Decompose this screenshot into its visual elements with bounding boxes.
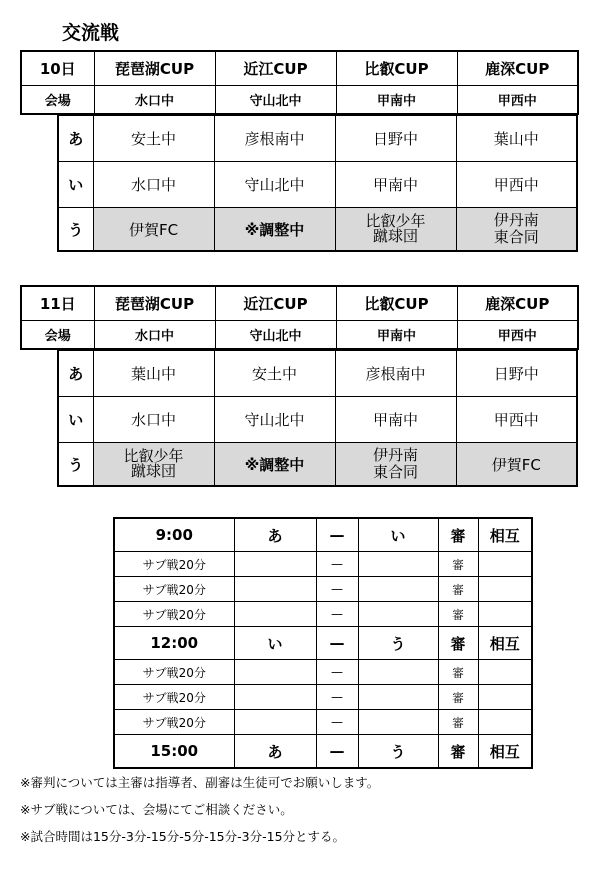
empty-cell — [358, 552, 438, 577]
day10-rows — [20, 115, 578, 252]
schedule-sub-row — [114, 552, 532, 577]
team-cell: 守山北中 — [214, 397, 335, 443]
sub-match-cell: サブ戦20分 — [114, 552, 234, 577]
venue-label: 会場 — [21, 321, 94, 350]
dash-cell: — — [316, 710, 358, 735]
empty-cell — [358, 602, 438, 627]
referee-cell: 審 — [438, 602, 478, 627]
group-letter: い — [58, 397, 93, 443]
date-cell: 10日 — [21, 51, 94, 86]
home-cell: あ — [234, 735, 316, 769]
empty-cell — [234, 602, 316, 627]
team-cell: 甲西中 — [456, 397, 577, 443]
dash-cell: — — [316, 552, 358, 577]
team-cell: 伊丹南 東合同 — [335, 443, 456, 487]
venue-label: 会場 — [21, 86, 94, 115]
group-letter: あ — [58, 351, 93, 397]
referee-cell: 審 — [438, 627, 478, 660]
mutual-cell: 相互 — [478, 735, 532, 769]
page-title: 交流戦 — [62, 22, 120, 44]
team-cell: 比叡少年 蹴球団 — [93, 443, 214, 487]
group-letter: あ — [58, 116, 93, 162]
notes — [20, 774, 379, 855]
time-cell: 15:00 — [114, 735, 234, 769]
empty-cell — [478, 685, 532, 710]
schedule-main-row — [114, 518, 532, 552]
schedule-table — [113, 517, 533, 769]
venue-cell: 甲南中 — [336, 321, 457, 350]
empty-cell — [358, 577, 438, 602]
team-cell: 伊賀FC — [456, 443, 577, 487]
team-cell: 彦根南中 — [214, 116, 335, 162]
schedule-sub-row — [114, 710, 532, 735]
team-cell: ※調整中 — [214, 208, 335, 252]
empty-cell — [358, 710, 438, 735]
time-cell: 9:00 — [114, 518, 234, 552]
dash-cell: — — [316, 627, 358, 660]
referee-cell: 審 — [438, 710, 478, 735]
venue-cell: 甲西中 — [457, 86, 578, 115]
note-line: ※審判については主審は指導者、副審は生徒可でお願いします。 — [20, 775, 380, 790]
schedule-main-row — [114, 735, 532, 769]
cup-header: 鹿深CUP — [457, 51, 578, 86]
referee-cell: 審 — [438, 552, 478, 577]
group-letter: う — [58, 208, 93, 252]
venue-cell: 甲西中 — [457, 321, 578, 350]
team-cell: 比叡少年 蹴球団 — [335, 208, 456, 252]
dash-cell: — — [316, 602, 358, 627]
cup-header: 近江CUP — [215, 286, 336, 321]
empty-cell — [234, 660, 316, 685]
team-cell: 甲西中 — [456, 162, 577, 208]
team-cell: 葉山中 — [93, 351, 214, 397]
team-cell: 伊丹南 東合同 — [456, 208, 577, 252]
empty-cell — [234, 710, 316, 735]
team-cell: 水口中 — [93, 162, 214, 208]
home-cell: あ — [234, 518, 316, 552]
cup-header: 琵琶湖CUP — [94, 286, 215, 321]
home-cell: い — [234, 627, 316, 660]
sub-match-cell: サブ戦20分 — [114, 602, 234, 627]
team-cell: 甲南中 — [335, 162, 456, 208]
empty-cell — [234, 552, 316, 577]
away-cell: う — [358, 627, 438, 660]
cup-header: 比叡CUP — [336, 51, 457, 86]
empty-cell — [478, 602, 532, 627]
venue-cell: 守山北中 — [215, 86, 336, 115]
team-cell: 安土中 — [93, 116, 214, 162]
team-cell: 葉山中 — [456, 116, 577, 162]
schedule-sub-row — [114, 685, 532, 710]
referee-cell: 審 — [438, 735, 478, 769]
day11-table — [20, 285, 579, 350]
cup-header: 鹿深CUP — [457, 286, 578, 321]
day11-rows — [20, 350, 578, 487]
away-cell: う — [358, 735, 438, 769]
empty-cell — [478, 552, 532, 577]
note-line: ※試合時間は15分-3分-15分-5分-15分-3分-15分とする。 — [20, 829, 346, 844]
empty-cell — [478, 660, 532, 685]
schedule-sub-row — [114, 577, 532, 602]
empty-cell — [234, 685, 316, 710]
mutual-cell: 相互 — [478, 518, 532, 552]
referee-cell: 審 — [438, 660, 478, 685]
team-cell: 彦根南中 — [335, 351, 456, 397]
referee-cell: 審 — [438, 577, 478, 602]
sub-match-cell: サブ戦20分 — [114, 577, 234, 602]
dash-cell: — — [316, 685, 358, 710]
referee-cell: 審 — [438, 518, 478, 552]
dash-cell: — — [316, 518, 358, 552]
cup-header: 近江CUP — [215, 51, 336, 86]
day10-table — [20, 50, 579, 115]
team-cell: 水口中 — [93, 397, 214, 443]
venue-cell: 水口中 — [94, 86, 215, 115]
empty-cell — [358, 685, 438, 710]
team-cell: 甲南中 — [335, 397, 456, 443]
venue-cell: 甲南中 — [336, 86, 457, 115]
team-cell: ※調整中 — [214, 443, 335, 487]
time-cell: 12:00 — [114, 627, 234, 660]
sub-match-cell: サブ戦20分 — [114, 660, 234, 685]
sub-match-cell: サブ戦20分 — [114, 710, 234, 735]
dash-cell: — — [316, 577, 358, 602]
empty-cell — [234, 577, 316, 602]
cup-header: 比叡CUP — [336, 286, 457, 321]
note-line: ※サブ戦については、会場にてご相談ください。 — [20, 802, 293, 817]
team-cell: 伊賀FC — [93, 208, 214, 252]
mutual-cell: 相互 — [478, 627, 532, 660]
date-cell: 11日 — [21, 286, 94, 321]
schedule-main-row — [114, 627, 532, 660]
empty-cell — [478, 577, 532, 602]
away-cell: い — [358, 518, 438, 552]
referee-cell: 審 — [438, 685, 478, 710]
empty-cell — [478, 710, 532, 735]
team-cell: 日野中 — [335, 116, 456, 162]
sub-match-cell: サブ戦20分 — [114, 685, 234, 710]
team-cell: 守山北中 — [214, 162, 335, 208]
dash-cell: — — [316, 660, 358, 685]
schedule-sub-row — [114, 660, 532, 685]
team-cell: 日野中 — [456, 351, 577, 397]
venue-cell: 守山北中 — [215, 321, 336, 350]
group-letter: い — [58, 162, 93, 208]
group-letter: う — [58, 443, 93, 487]
dash-cell: — — [316, 735, 358, 769]
cup-header: 琵琶湖CUP — [94, 51, 215, 86]
team-cell: 安土中 — [214, 351, 335, 397]
empty-cell — [358, 660, 438, 685]
venue-cell: 水口中 — [94, 321, 215, 350]
schedule-sub-row — [114, 602, 532, 627]
